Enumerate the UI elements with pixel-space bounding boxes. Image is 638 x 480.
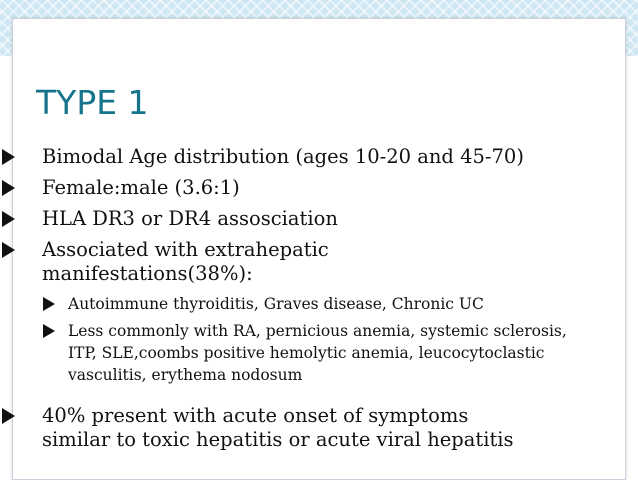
triangle-bullet-icon [2,408,15,424]
bullet-text: HLA DR3 or DR4 assosciation [42,207,338,230]
bullet-text: 40% present with acute onset of symptoms similar to toxic hepatitis or acute viral hepatitis [42,404,514,451]
slide-title: TYPE 1 [36,83,149,122]
sub-bullet-item [68,293,628,315]
triangle-bullet-icon [2,211,15,227]
bullet-text: Associated with extrahepatic manifestations(38%): [42,238,329,285]
triangle-bullet-icon [2,180,15,196]
triangle-bullet-icon [2,242,15,258]
triangle-bullet-icon [2,149,15,165]
bullet-item [42,207,622,231]
bullet-item [42,238,382,286]
triangle-bullet-icon [43,297,55,311]
bullet-item [42,176,622,200]
bullet-text: Female:male (3.6:1) [42,176,240,199]
bullet-text: Bimodal Age distribution (ages 10-20 and 45-70) [42,145,524,168]
sub-bullet-text: Autoimmune thyroiditis, Graves disease, Chronic UC [68,295,484,313]
triangle-bullet-icon [43,324,55,338]
bullet-item [42,145,622,169]
sub-bullet-text: Less commonly with RA, pernicious anemia, systemic sclerosis, ITP, SLE,coombs positive hemolytic anemia, leucocytoclastic vasculitis, erythema nodosum [68,322,567,384]
sub-bullet-item [68,320,588,386]
bullet-item [42,404,542,452]
